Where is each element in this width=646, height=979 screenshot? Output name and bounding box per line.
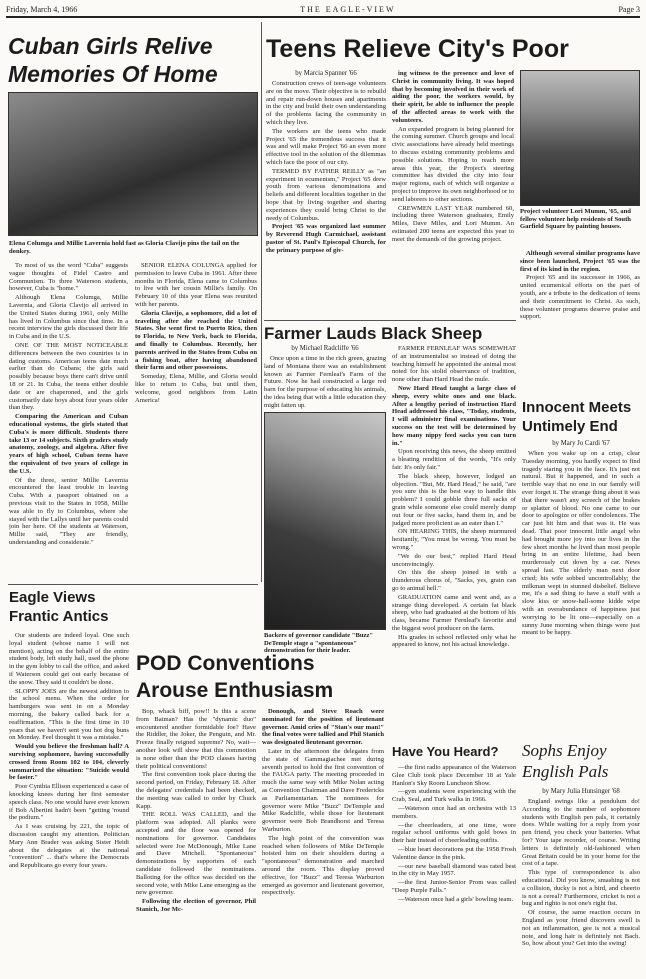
teens-byline: by Marcia Spanner '66 <box>295 70 357 77</box>
sophs-column: England swings like a pendulum do! According to the number of sophomore students with English pen pals, it certainly does. While waiting for a reply from your pen friend, you check your batteries. What for? Your tape recorder, of course. Writing letters is definitely old-fashioned when Great Britain could be in your home for the cost of a tape. This type of correspondence is also educational. Did you know, smashing is not a collision, ducky is not a bird, and cheerio is not a cereal? Furthermore, cricket is not a bug and righto is not one's right fist. Of course, the same reaction occurs in England as your friend discovers swell is not an inflammation, gee is not a musical note, and long hair is definitely not Bach. So, how about you? Get into the swing! <box>522 798 640 948</box>
teens-column-2: ing witness to the presence and love of Christ in community living. It was hoped that by becoming involved in their work of aiding the poor, the workers would, by their spirit, be able to influence the people of the affected areas to work with the volunteers. An expanded program is being planned for the coming summer. Church groups and local civic associations have already held meetings to discuss existing community problems and possible solutions. Hoping to reach more areas this year, the Project's steering committee has divided the city into four major regions, each of which will organize a project to improve its own neighborhood or to send laborers to other sections. CREWMEN LAST YEAR numbered 60, including three Waterson graduates, Emily Miles, Dave Miles, and Lori Mumm. An estimated 200 teens are expected this year to meet the demands of the growing project. <box>392 70 514 243</box>
eagle-headline: Eagle Views Frantic Antics <box>9 589 109 625</box>
heard-headline: Have You Heard? <box>392 744 499 759</box>
cuban-photo <box>8 92 258 236</box>
paper-name: THE EAGLE-VIEW <box>300 4 396 14</box>
sophs-headline: Sophs Enjoy English Pals <box>522 741 609 781</box>
masthead <box>6 2 640 16</box>
sophs-byline: by Mary Julia Hunsinger '68 <box>542 788 620 795</box>
cuban-column-1: To most of us the word "Cuba" suggests vague thoughts of Fidel Castro and Communism. To three Waterson students, however, Cuba is "home." Although Elena Columga, Millie Lavernia, and Gloria Clavijo all arrived in the United States during 1961, only Millie has lived in Columbus since that time. In a recent interview the girls discussed their life in Cuba and in the U.S. ONE OF THE MOST NOTICEABLE differences between the two countries is in dating customs. American teens date much earlier than do Cubans; the girls said possibly because boys there can't drive until 18 or 21. In Cuba, the teens either double date or are chaperoned, and the girls customarily date boys about four years older than they. Comparing the American and Cuban educational systems, the girls stated that Cuba's is more difficult. Students there take 13 or 14 subjects. Sixth graders study anatomy, zoology, and algebra. After five years of high school, Cuban teens have the equivalent of two years of college in the U.S. Of the three, senior Millie Lavernia encountered the least trouble in leaving Cuba. With a passport obtained on a previous visit to the States in 1958, Millie was able to fly to Columbus, where she stayed with the Lallys until her parents could join her here. Of the students at Waterson, Millie said, "They are friendly, understanding and considerate." <box>9 262 128 546</box>
heard-column: —the first radio appearance of the Waterson Glee Club took place December 18 at Yale Hanlon's Sky Room Luncheon Show. —gym students were experiencing with the Crab, Seal, and Turk walks in 1966. —Waterson once had an orchestra with 13 members. —the cheerleaders, at one time, wore regular school uniforms with gold bows in their hair instead of cheerleading outfits. —blue heart decorations put the 1958 Frosh Valentine dance in the pink. —our new baseball diamond was rated best in the city in May 1957. —the first Junior-Senior Prom was called "Deep Purple Falls." —Waterson once had a girls' bowling team. <box>392 764 516 903</box>
farmer-column-2: FARMER FERNLEAF WAS SOMEWHAT of an instrumentalist so instead of doing the teaching himself he appointed the animal most noted for his stolid observance of tradition, none other than Hard Head the mule. Now Hard Head taught a large class of sheep, every white ones and one black. After a lengthy period of instruction Hard Head addressed his class, "Today, students, I will administer final examinations. Your success on the test will be determined by how many nippy feed sacks you can turn in." Upon receiving this news, the sheep emitted a bleating rendition of the words, "It's only fair. It's only fair." The black sheep, however, lodged an objection. "But, Mr. Hard Head," he said, "are you sure this is the best way to handle this problem? I could gobble three full sacks of grain while someone else could merely dump out four or five sacks, hand them in, and be judged more proficient as an eater than I." ON HEARING THIS, the sheep murmured hesitantly, "You must be wrong. You must be wrong." "We do our best," replied Hard Head unconvincingly. On this the sheep joined in with a thunderous chorus of, "Sacks, yes, grain can go to animal hell." GRADUATION came and went and, as a strange thing developed. A certain fat black sheep, who had graduated at the bottom of his class, became Farmer Fernleaf's favorite and the biggest wool producer on the farm. His grades in school reflected only what he appeared to know, not his actual knowledge. <box>392 345 516 649</box>
teens-headline: Teens Relieve City's Poor <box>266 35 569 63</box>
eagle-column: Our students are indeed loyal. One such loyal student (whose name I will not mention), acting on the behalf of the entire student body, left study hall, used the phone in the gym lobby to call the office, and asked if Waterson could get out early because of the snow. They said it couldn't be done. SLOPPY JOES are the newest addition to the school menu. When the order for hamburgers was sent in on a Monday morning, the bakery called back for a reaffirmation. "This is the first time in 10 years that we haven't sent you hot dog buns on Monday. Feel thought it was a mistake." Would you believe the freshman hall? A surviving sophomore, having successfully crossed from Room 102 to 104, cleverly summarized the situation: "Suicide would be faster." Poor Cynthia Ellison experienced a case of knocking knees during her first semester speech class. No one would have ever known if Bob Albertini hadn't been "getting 'round the podium." As I was cruising by 221, the topic of discussion caught my attention. Politician Mary Ann Brader was asking Sister Heidi about the delegates at the national "convention" ... that's where the Democrats and Republicans go every four years. <box>9 632 129 870</box>
page-number: Page 3 <box>618 4 640 14</box>
cuban-caption: Elena Columga and Millie Lavernia hold fast as Gloria Clavijo pins the tail on the donkey. <box>9 240 240 255</box>
issue-date: Friday, March 4, 1966 <box>6 4 78 14</box>
teens-column-3: Although several similar programs have since been launched, Project '65 was the first of its kind in the region. Project '65 and its successor in 1966, as united ecumenical efforts on the part of youth, are a tribute to the dedication of teens and their commitment to Christ. As such, these volunteer programs deserve praise and support. <box>520 250 640 321</box>
innocent-byline: by Mary Jo Cardi '67 <box>552 440 610 447</box>
pod-column-2: Donough, and Steve Roach were nominated for the position of lieutenant governor. Amid cries of "Stan's our man!" the final votes were tallied and Phil Stanich was designated lieutenant governor. Later in the afternoon the delegates from the state of Gammagiachee met during seventh period to hold the first convention of the FAUGA party. The meeting proceeded in much the same way with Mike Nolan acting as Convention Chairman and Dave Fredericks as Parliamentarian. The nominees for governor were Mike "Buzz" DeTemple and Mike Radcliffe, while those for lieutenant governor were Bob Brandhorst and Teresa Warburton. The high point of the convention was reached when followers of Mike DeTemple hoisted him on their shoulders during a "spontaneous" demonstration and marched around the room. This display proved effective, for "Buzz" and Teresa Warburton emerged as governor and lieutenant governor, respectively. <box>262 708 384 897</box>
pod-photo <box>264 412 386 630</box>
cuban-column-2: SENIOR ELENA COLUNGA applied for permission to leave Cuba in 1961. After three months in Florida, Elena came to Columbus to live with her cousin Millie's family. On February 10 of this year Elena was reunited with her parents. Gloria Clavijo, a sophomore, did a lot of traveling after she reached the United States. She went first to Puerto Rico, then to Florida, to New York, back to Florida, and finally to Columbus. Recently, her parents arrived in the States from Cuba on a fishing boat, after having abandoned their farm and other possessions. Someday, Elena, Millie, and Gloria would like to return to Cuba, but until then, welcome, good neighbors from Latin America! <box>135 262 257 404</box>
farmer-headline: Farmer Lauds Black Sheep <box>264 324 483 343</box>
farmer-column-1: Once upon a time in the rich green, grazing land of Montana there was an establishment known as Farmer Fernleaf's Farm of the Future. Now he had constructed a large red barn for the purpose of educating his animals, the idea being that with a little education they might fatten up. <box>264 355 386 409</box>
pod-headline: POD Conventions Arouse Enthusiasm <box>136 652 334 702</box>
section-rule <box>264 320 516 321</box>
pod-column-1: Bop, whack biff, pow!! Is this a scene from Batman? Has the "dynamic duo" encountered another formidable foe? Have the Riddler, the Joker, the Penguin, and Mr. Freeze finally reigned supreme? No, wait—another look will show that this commotion is none other than the POD classes having their political conventions! The first convention took place during the second period, on Friday, February 18. After the delegates' credentials had been checked, the meeting was called to order by Chuck Kapp. THE ROLL WAS CALLED, and the platform was adopted. All planks were accepted and the floor was opened for nominations for governor. Candidates selected were Joe McDonough, Mike Lane and Dave Mitchell. "Spontaneous" demonstrations by supporters of each candidate followed the nominations. Balloting for the office was decided on the second vote, with Mike Lane emerging as the new governor. Following the election of governor, Phil Stanich, Joe Mc- <box>136 708 256 913</box>
farmer-byline: by Michael Radcliffe '66 <box>291 345 359 352</box>
section-rule <box>8 584 258 585</box>
masthead-rule <box>6 16 640 18</box>
innocent-column: When you wake up on a crisp, clear Tuesday morning, you hardly expect to find tragedy staring you in the face. It's just not natural. But it happened, and in such a terrible way that no one in our family will ever forget it. The strange thing about it was that there wasn't any screech of the brakes or splatter of blood. No one came to our door to apologize or offer condolences. The car just hit him and that was it. He was dead. That poor innocent little angel who had brought more joy into our lives in the few short months he lived than most people bring in an entire lifetime, had been murderously cut down by a car. News spread fast. The elderly man next door cried; his wife sobbed uncontrollably; the milkman wept in stunned disbelief. Believe me, it's a sad thing to have a stuff with a slow kiss or snow-hall-some kidde wipe with an overabundance of happiness just worrying to be lit one—especially on a sunny June morning when things were just meant to be happy. <box>522 450 640 637</box>
teens-photo <box>520 70 640 206</box>
column-rule <box>261 22 262 582</box>
teens-column-1: Construction crews of teen-age volunteers are on the move. Their objective is to rebuild and repair run-down houses and apartments in the city and build their own understanding of the problems facing the community in which they live. The workers are the teens who made Project '65 the tremendous success that it was and will make Project '66 an even more effective tool in the solution of the dilemmas which face the poor of our city. TERMED BY FATHER REILLY as "an experiment in ecumenism," Project '65 drew youth from various denominations and beliefs and different localities together in the hope that by living together and sharing experiences they could bring Christ to the needy of Columbus. Project '65 was organized last summer by Reverend Hugh Carmichael, assistant pastor of St. Paul's Episcopal Church, for the primary purpose of giv- <box>266 80 386 254</box>
pod-photo-caption: Backers of governor candidate "Buzz" DeTemple stage a "spontaneous" demonstration for their leader. <box>264 632 374 655</box>
innocent-headline: Innocent Meets Untimely End <box>522 399 632 435</box>
cuban-headline: Cuban Girls Relive Memories Of Home <box>8 33 218 87</box>
teens-caption: Project volunteer Lori Mumm, '65, and fellow volunteer help residents of South Garfield Square by painting houses. <box>520 208 631 231</box>
